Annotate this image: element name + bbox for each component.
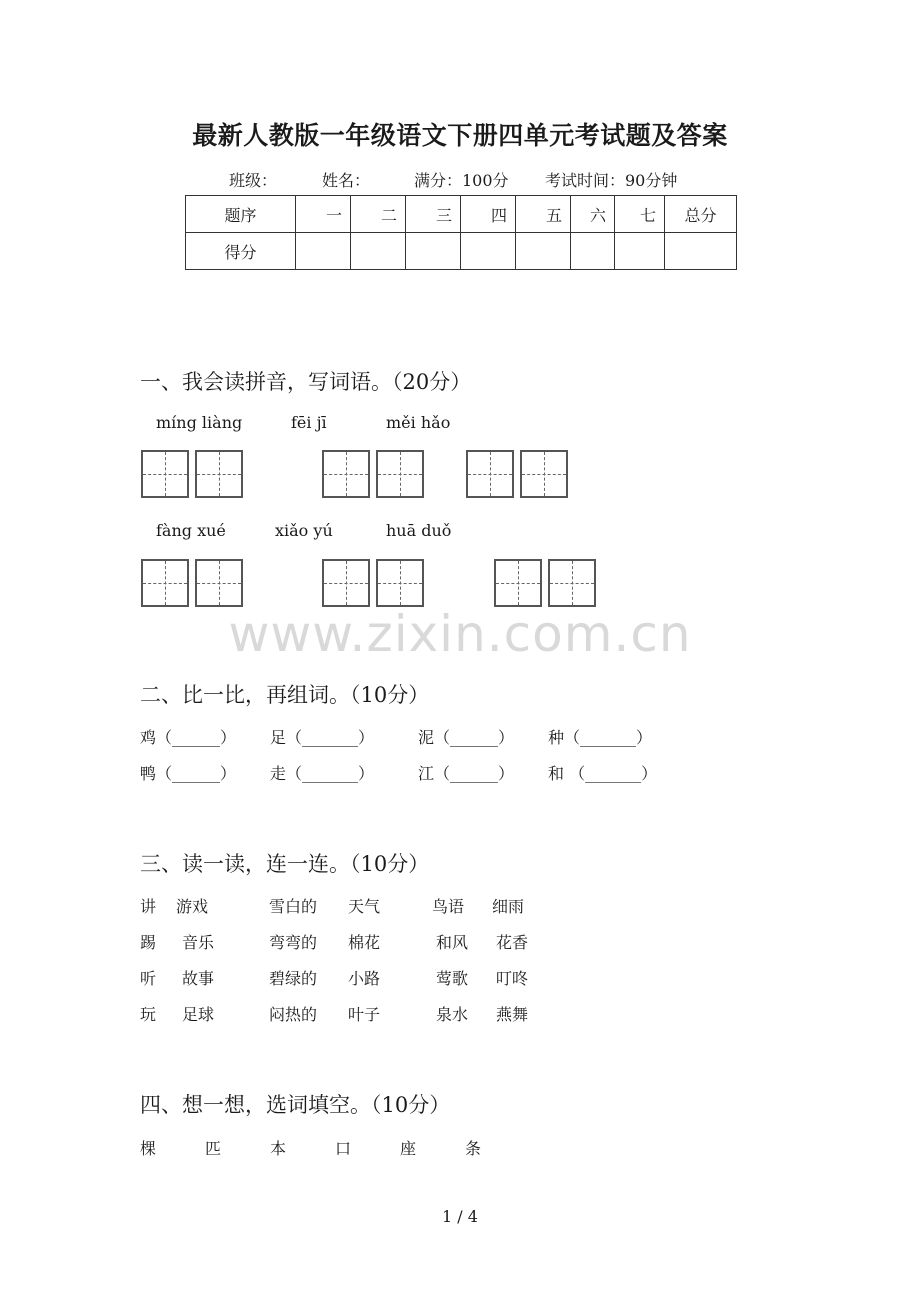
header-cell-6: 六 — [571, 196, 615, 233]
match-word[interactable]: 碧绿的 — [269, 969, 318, 988]
match-word[interactable]: 鸟语 — [432, 897, 465, 916]
match-word[interactable]: 细雨 — [492, 897, 525, 916]
match-word[interactable]: 花香 — [496, 933, 529, 952]
writing-grid[interactable] — [376, 450, 424, 498]
section-3-heading: 三、读一读，连一连。（10分） — [140, 852, 430, 876]
class-label: 班级： — [229, 171, 278, 190]
match-word[interactable]: 听 — [140, 969, 157, 988]
writing-grid[interactable] — [141, 559, 189, 607]
score-cell[interactable] — [351, 233, 406, 270]
writing-grid[interactable] — [195, 450, 243, 498]
score-table-score-row — [186, 233, 737, 270]
match-word[interactable]: 叶子 — [348, 1005, 381, 1024]
measure-word: 棵 — [140, 1139, 157, 1158]
match-word[interactable]: 讲 — [140, 897, 157, 916]
match-word[interactable]: 游戏 — [176, 897, 209, 916]
match-word[interactable]: 足球 — [182, 1005, 215, 1024]
match-word[interactable]: 和风 — [436, 933, 469, 952]
page-number: 1 / 4 — [442, 1207, 478, 1226]
pinyin-label: xiǎo yú — [275, 521, 333, 540]
compare-item: 足（_______） — [270, 728, 375, 747]
score-cell[interactable] — [296, 233, 351, 270]
writing-grid[interactable] — [466, 450, 514, 498]
match-word[interactable]: 踢 — [140, 933, 157, 952]
measure-word: 口 — [335, 1139, 352, 1158]
watermark: www.zixin.com.cn — [228, 605, 692, 663]
match-word[interactable]: 莺歌 — [436, 969, 469, 988]
measure-word: 本 — [270, 1139, 287, 1158]
header-cell-2: 二 — [351, 196, 406, 233]
header-cell-5: 五 — [516, 196, 571, 233]
score-cell[interactable] — [571, 233, 615, 270]
match-word[interactable]: 燕舞 — [496, 1005, 529, 1024]
compare-item: 江（______） — [418, 764, 515, 783]
pinyin-label: měi hǎo — [386, 413, 451, 432]
score-table-header-row — [186, 196, 737, 233]
header-cell-1: 一 — [296, 196, 351, 233]
header-cell-4: 四 — [461, 196, 516, 233]
pinyin-label: huā duǒ — [386, 521, 452, 540]
compare-item: 和 （_______） — [548, 764, 658, 783]
section-1-heading: 一、我会读拼音，写词语。（20分） — [140, 370, 472, 394]
header-cell-order: 题序 — [186, 196, 296, 233]
score-cell[interactable] — [461, 233, 516, 270]
pinyin-label: míng liàng — [156, 413, 243, 432]
writing-grid[interactable] — [322, 559, 370, 607]
section-2-heading: 二、比一比，再组词。（10分） — [140, 683, 430, 707]
compare-item: 走（_______） — [270, 764, 375, 783]
pinyin-label: fēi jī — [291, 413, 327, 432]
section-4-heading: 四、想一想，选词填空。（10分） — [140, 1093, 451, 1117]
header-cell-7: 七 — [615, 196, 665, 233]
measure-word: 匹 — [205, 1139, 222, 1158]
writing-grid[interactable] — [141, 450, 189, 498]
header-cell-total: 总分 — [665, 196, 737, 233]
pinyin-label: fàng xué — [156, 521, 226, 540]
name-label: 姓名： — [322, 171, 371, 190]
score-cell[interactable] — [665, 233, 737, 270]
header-cell-3: 三 — [406, 196, 461, 233]
match-word[interactable]: 泉水 — [436, 1005, 469, 1024]
score-table — [185, 195, 737, 270]
writing-grid[interactable] — [494, 559, 542, 607]
match-word[interactable]: 棉花 — [348, 933, 381, 952]
match-word[interactable]: 弯弯的 — [269, 933, 318, 952]
match-word[interactable]: 故事 — [182, 969, 215, 988]
writing-grid[interactable] — [376, 559, 424, 607]
writing-grid[interactable] — [322, 450, 370, 498]
score-cell[interactable] — [516, 233, 571, 270]
page-title: 最新人教版一年级语文下册四单元考试题及答案 — [192, 121, 728, 150]
score-cell[interactable] — [406, 233, 461, 270]
compare-item: 鸭（______） — [140, 764, 237, 783]
score-cell[interactable] — [615, 233, 665, 270]
match-word[interactable]: 天气 — [348, 897, 381, 916]
writing-grid[interactable] — [548, 559, 596, 607]
compare-item: 鸡（______） — [140, 728, 237, 747]
match-word[interactable]: 闷热的 — [269, 1005, 318, 1024]
match-word[interactable]: 玩 — [140, 1005, 157, 1024]
match-word[interactable]: 音乐 — [182, 933, 215, 952]
exam-time-label: 考试时间：90分钟 — [545, 171, 678, 190]
writing-grid[interactable] — [195, 559, 243, 607]
full-score-label: 满分：100分 — [414, 171, 509, 190]
measure-word: 座 — [400, 1139, 417, 1158]
match-word[interactable]: 叮咚 — [496, 969, 529, 988]
match-word[interactable]: 小路 — [348, 969, 381, 988]
compare-item: 种（_______） — [548, 728, 653, 747]
match-word[interactable]: 雪白的 — [269, 897, 318, 916]
compare-item: 泥（______） — [418, 728, 515, 747]
score-row-label: 得分 — [186, 233, 296, 270]
measure-word: 条 — [465, 1139, 482, 1158]
writing-grid[interactable] — [520, 450, 568, 498]
